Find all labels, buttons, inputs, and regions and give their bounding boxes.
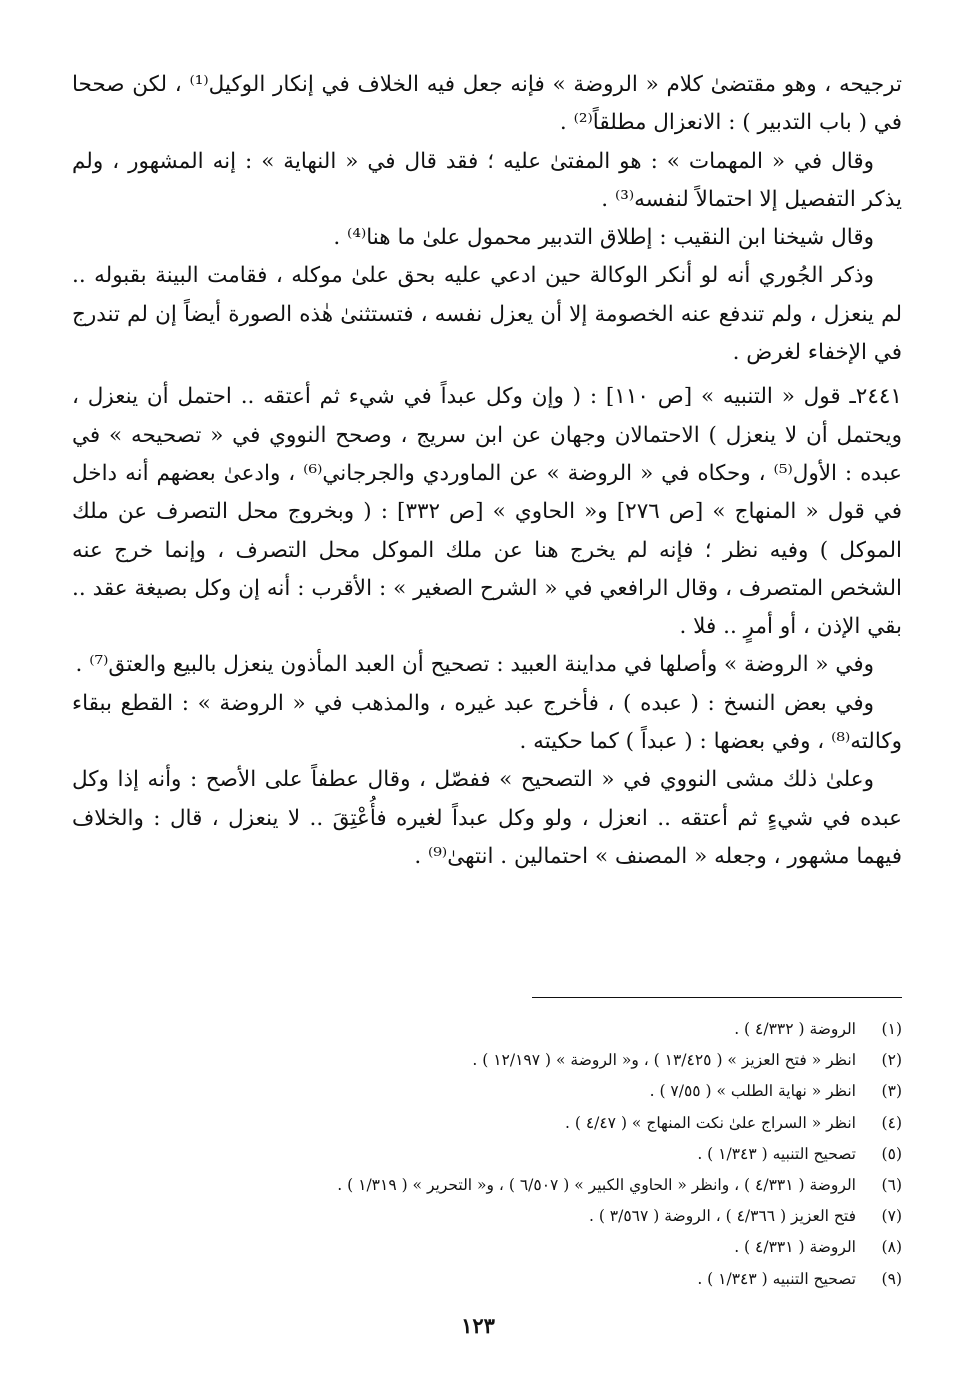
footnote-item <box>72 1232 902 1263</box>
paragraph-8: وعلىٰ ذلك مشى النووي في « التصحيح » ففصّل ، وقال عطفاً على الأصح : وأنه إذا وكل عبده في شيءٍ ثم أعتقه .. انعزل ، ولو وكل عبداً لغيره فأُعْتِقَ .. لا ينعزل ، قال : والخلاف فيهما مشهور ، وجعله « المصنف » احتمالين . انتهىٰ⁽⁹⁾ . <box>72 767 902 869</box>
footnote-number: (٣) <box>881 1082 902 1101</box>
footnote-item <box>72 1139 902 1170</box>
paragraph-3: وقال شيخنا ابن النقيب : إطلاق التدبير محمول علىٰ ما هنا⁽⁴⁾ . <box>333 225 874 251</box>
footnote-item <box>72 1264 902 1295</box>
footnotes <box>72 1014 902 1295</box>
footnote-item <box>72 1201 902 1232</box>
footnote-text: الروضة ( ٤/٣٣١ ) ، وانظر « الحاوي الكبير » ( ٦/٥٠٧ ) ، و« التحرير » ( ١/٣١٩ ) . <box>337 1176 856 1195</box>
footnote-text: الروضة ( ٤/٣٣١ ) . <box>734 1238 856 1257</box>
issue-2441-paragraph: ٢٤٤١ـ قول « التنبيه » [ص ١١٠] : ( وإن وكل عبداً في شيء ثم أعتقه .. احتمل أن ينعزل ، ويحتمل أن لا ينعزل ) الاحتمالان وجهان عن ابن سريج ، وصحح النووي في « تصحيحه » في عبده : الأول⁽⁵⁾ ، وحكاه في « الروضة » عن الماوردي والجرجاني⁽⁶⁾ ، وادعىٰ بعضهم أنه داخل في قول « المنهاج » [ص ٢٧٦] و« الحاوي » [ص ٣٣٢] : ( وبخروج محل التصرف عن ملك الموكل ) وفيه نظر ؛ فإنه لم يخرج هنا عن ملك الموكل محل التصرف ، وإنما خرج عنه الشخص المتصرف ، وقال الرافعي في « الشرح الصغير » : الأقرب : أنه إن وكل بصيغة عقد .. بقي الإذن ، أو أمرٍ .. فلا . <box>72 384 903 640</box>
footnote-item <box>72 1014 902 1045</box>
footnote-text: انظر « فتح العزيز » ( ١٣/٤٢٥ ) ، و« الروضة » ( ١٢/١٩٧ ) . <box>472 1051 856 1070</box>
footnote-text: تصحيح التنبيه ( ١/٣٤٣ ) . <box>697 1144 856 1163</box>
footnote-number: (٧) <box>881 1207 902 1226</box>
paragraph-2: وقال في « المهمات » : هو المفتىٰ عليه ؛ فقد قال في « النهاية » : إنه المشهور ، ولم يذكر التفصيل إلا احتمالاً لنفسه⁽³⁾ . <box>72 148 902 212</box>
footnote-number: (٨) <box>881 1238 902 1257</box>
footnote-text: انظر « نهاية الطلب » ( ٧/٥٥ ) . <box>649 1082 856 1101</box>
paragraph-6: وفي « الروضة » وأصلها في مداينة العبيد : تصحيح أن العبد المأذون ينعزل بالبيع والعتق⁽⁷⁾ . <box>75 652 874 678</box>
paragraph-7: وفي بعض النسخ : ( عبده ) ، فأخرج عبد غيره ، والمذهب في « الروضة » : القطع ببقاء وكالته⁽⁸⁾ ، وفي بعضها : ( عبداً ) كما حكيته . <box>72 690 902 755</box>
footnote-item <box>72 1170 902 1201</box>
footnote-number: (٢) <box>881 1051 902 1070</box>
footnote-item <box>72 1076 902 1107</box>
paragraph-4: وذكر الجُوري أنه لو أنكر الوكالة حين ادعي عليه بحق علىٰ موكله ، فقامت البينة بقبوله .. لم ينعزل ، ولم تندفع عنه الخصومة إلا أن يعزل نفسه ، فتستثنىٰ هٰذه الصورة أيضاً إن لم تندرج في الإخفاء لغرض . <box>72 263 902 366</box>
footnote-text: فتح العزيز ( ٤/٣٦٦ ) ، الروضة ( ٣/٥٦٧ ) . <box>588 1207 856 1226</box>
footnote-number: (٩) <box>881 1269 902 1288</box>
footnote-separator <box>532 997 902 998</box>
footnote-item <box>72 1108 902 1139</box>
footnote-item <box>72 1045 902 1076</box>
footnote-text: تصحيح التنبيه ( ١/٣٤٣ ) . <box>697 1269 856 1288</box>
footnote-number: (٦) <box>881 1176 902 1195</box>
footnote-number: (٥) <box>881 1144 902 1163</box>
page-number: ١٢٣ <box>461 1313 495 1338</box>
footnote-text: انظر « السراج علىٰ نكت المنهاج » ( ٤/٤٧ ) . <box>564 1113 856 1132</box>
main-text <box>72 66 902 876</box>
footnote-number: (١) <box>881 1020 902 1038</box>
footnote-number: (٤) <box>881 1113 902 1132</box>
footnote-text: الروضة ( ٤/٣٣٢ ) . <box>734 1020 856 1038</box>
paragraph-1: ترجيحه ، وهو مقتضىٰ كلام « الروضة » فإنه جعل فيه الخلاف في إنكار الوكيل⁽¹⁾ ، لكن صححا في ( باب التدبير ) : الانعزال مطلقاً⁽²⁾ . <box>72 72 903 136</box>
